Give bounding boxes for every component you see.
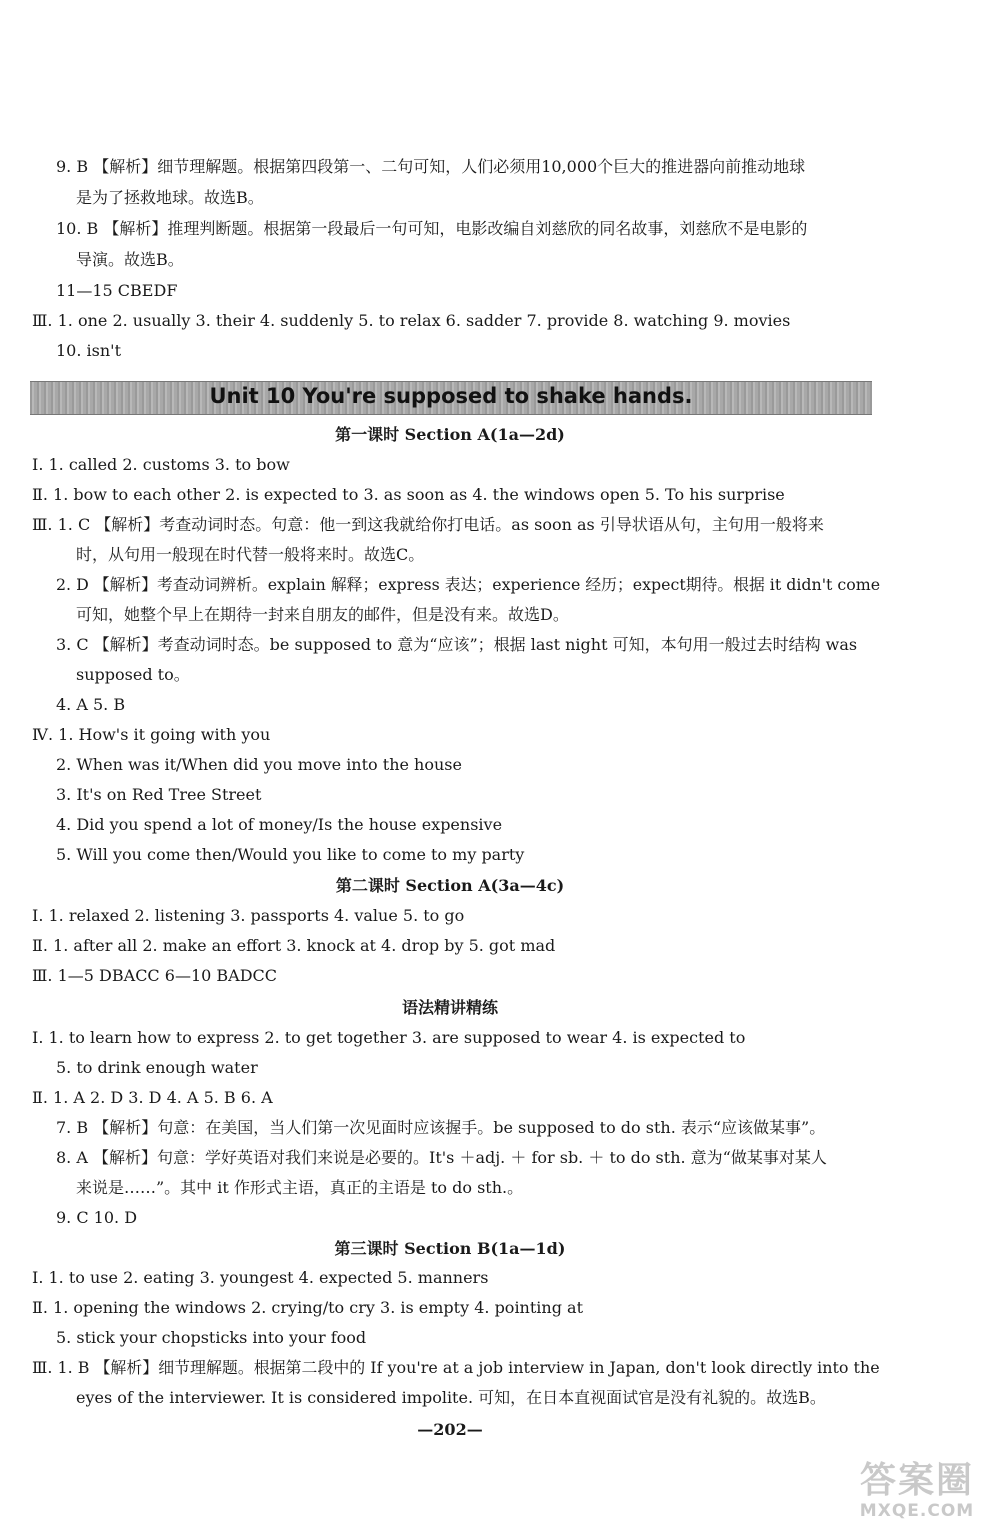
answer-line: 10. isn't — [56, 341, 121, 360]
answer-line: Ⅲ. 1. one 2. usually 3. their 4. suddenly 5. to relax 6. sadder 7. provide 8. watching 9. movies — [32, 311, 791, 330]
answer-line: 是为了拯救地球。故选B。 — [76, 188, 264, 207]
answer-line: 3. C 【解析】考查动词时态。be supposed to 意为“应该”；根据 last night 可知，本句用一般过去时结构 was — [56, 635, 858, 654]
answer-line: 导演。故选B。 — [76, 250, 184, 269]
answer-line: 5. to drink enough water — [56, 1058, 258, 1077]
answer-line: 9. C 10. D — [56, 1208, 138, 1227]
answer-line: 10. B 【解析】推理判断题。根据第一段最后一句可知，电影改编自刘慈欣的同名故事，刘慈欣不是电影的 — [56, 219, 808, 238]
answer-line: Ⅲ. 1. B 【解析】细节理解题。根据第二段中的 If you're at a job interview in Japan, don't look directly into the — [32, 1358, 880, 1377]
watermark-url: MXQE.COM — [859, 1501, 975, 1521]
unit-title: Unit 10 You're supposed to shake hands. — [209, 384, 693, 408]
answer-line: 2. D 【解析】考查动词辨析。explain 解释；express 表达；experience 经历；expect期待。根据 it didn't come — [56, 575, 881, 594]
answer-line: 5. Will you come then/Would you like to come to my party — [56, 845, 525, 864]
lesson-heading: 第一课时 Section A(1a—2d) — [335, 425, 565, 444]
answer-line: 4. A 5. B — [56, 695, 126, 714]
answer-line: Ⅰ. 1. relaxed 2. listening 3. passports 4. value 5. to go — [32, 906, 465, 925]
grammar-heading: 语法精讲精练 — [401, 998, 498, 1017]
answer-line: 7. B 【解析】句意：在美国，当人们第一次见面时应该握手。be supposed to do sth. 表示“应该做某事”。 — [56, 1118, 826, 1137]
answer-line: 9. B 【解析】细节理解题。根据第四段第一、二句可知，人们必须用10,000个巨大的推进器向前推动地球 — [56, 157, 806, 176]
lesson-heading: 第三课时 Section B(1a—1d) — [334, 1239, 566, 1258]
answer-line: 11—15 CBEDF — [56, 281, 178, 300]
answer-line: Ⅰ. 1. to learn how to express 2. to get together 3. are supposed to wear 4. is expected to — [32, 1028, 746, 1047]
unit-banner — [30, 381, 872, 415]
answer-line: Ⅳ. 1. How's it going with you — [32, 725, 271, 744]
answer-line: Ⅰ. 1. to use 2. eating 3. youngest 4. expected 5. manners — [32, 1268, 489, 1287]
answer-line: 4. Did you spend a lot of money/Is the house expensive — [56, 815, 503, 834]
answer-line: eyes of the interviewer. It is considered impolite. 可知，在日本直视面试官是没有礼貌的。故选B。 — [76, 1388, 826, 1407]
answer-line: Ⅲ. 1. C 【解析】考查动词时态。句意：他一到这我就给你打电话。as soon as 引导状语从句，主句用一般将来 — [32, 515, 824, 534]
answer-line: 可知，她整个早上在期待一封来自朋友的邮件，但是没有来。故选D。 — [76, 605, 569, 624]
answer-line: 8. A 【解析】句意：学好英语对我们来说是必要的。It's ＋adj. ＋ for sb. ＋ to do sth. 意为“做某事对某人 — [56, 1148, 827, 1167]
answer-line: 2. When was it/When did you move into the house — [56, 755, 462, 774]
answer-line: Ⅲ. 1—5 DBACC 6—10 BADCC — [32, 966, 278, 985]
watermark-logo-text: 答案圈 — [859, 1460, 974, 1501]
lesson-heading: 第二课时 Section A(3a—4c) — [335, 876, 565, 895]
answer-line: 5. stick your chopsticks into your food — [56, 1328, 367, 1347]
answer-line: 3. It's on Red Tree Street — [56, 785, 262, 804]
answer-line: 来说是……”。其中 it 作形式主语，真正的主语是 to do sth.。 — [76, 1178, 524, 1197]
answer-line: Ⅱ. 1. after all 2. make an effort 3. knock at 4. drop by 5. got mad — [32, 936, 556, 955]
answer-line: supposed to。 — [76, 665, 190, 684]
answer-line: Ⅱ. 1. A 2. D 3. D 4. A 5. B 6. A — [32, 1088, 273, 1107]
answer-line: Ⅱ. 1. opening the windows 2. crying/to cry 3. is empty 4. pointing at — [32, 1298, 584, 1317]
answer-line: Ⅱ. 1. bow to each other 2. is expected to 3. as soon as 4. the windows open 5. To his surprise — [32, 485, 785, 504]
answer-line: Ⅰ. 1. called 2. customs 3. to bow — [32, 455, 290, 474]
page-number: —202— — [417, 1420, 483, 1439]
answer-line: 时，从句用一般现在时代替一般将来时。故选C。 — [76, 545, 425, 564]
site-watermark — [842, 1461, 992, 1531]
